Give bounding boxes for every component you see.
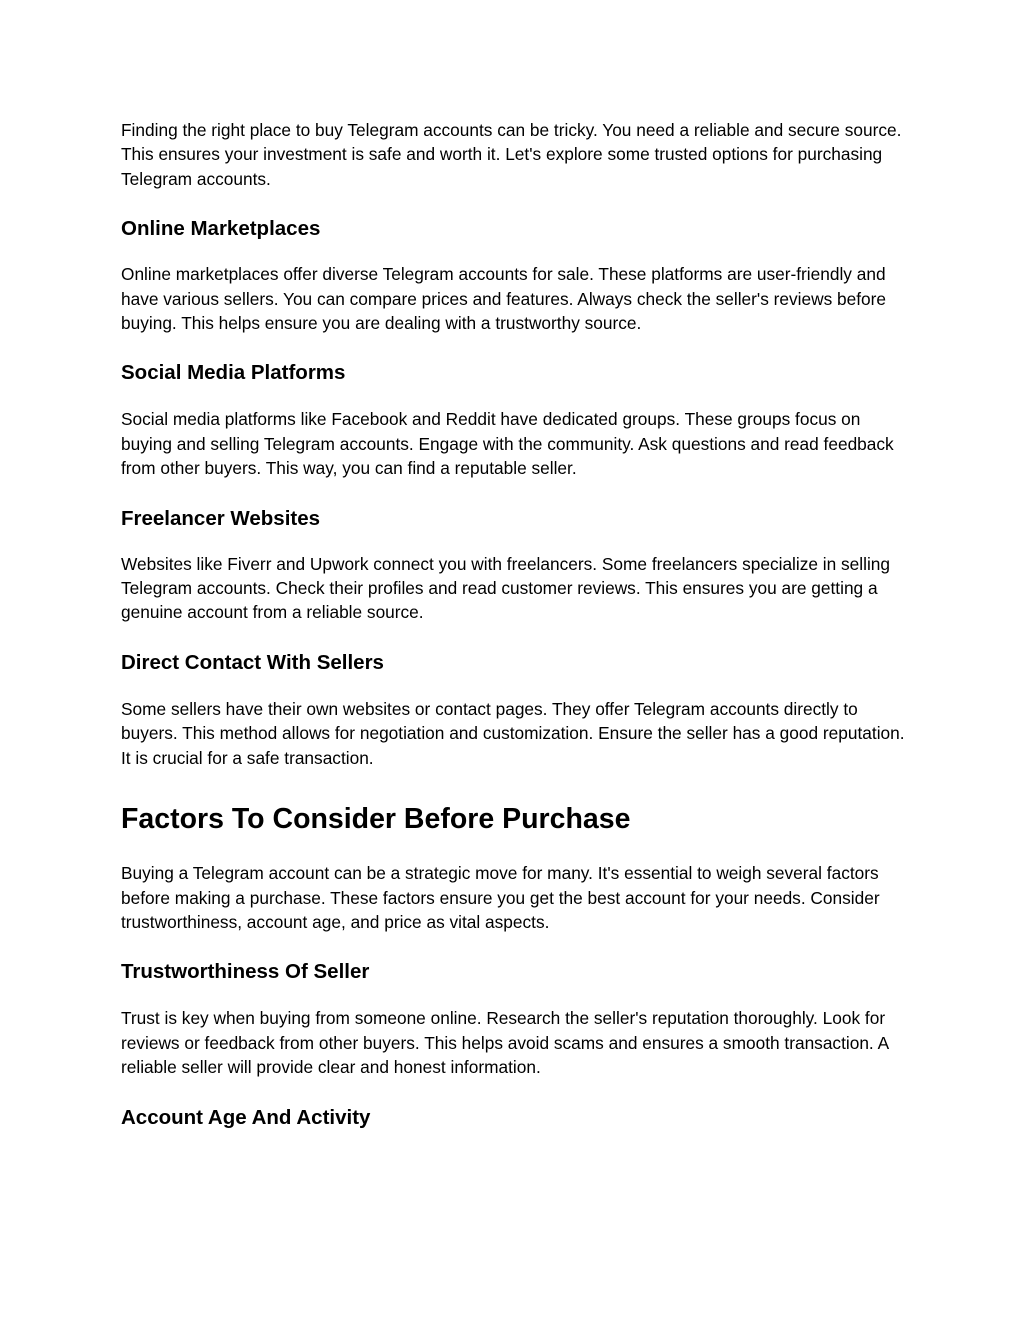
heading-trustworthiness-of-seller: Trustworthiness Of Seller xyxy=(121,960,370,984)
paragraph-freelancer-websites: Websites like Fiverr and Upwork connect you with freelancers. Some freelancers specialize in selling Telegram accounts. Check their profiles and read customer reviews. This ensures you are getting a genuine account from a reliable source. xyxy=(121,553,891,623)
heading-social-media-platforms: Social Media Platforms xyxy=(121,361,346,385)
heading-online-marketplaces: Online Marketplaces xyxy=(121,217,321,241)
heading-factors-to-consider: Factors To Consider Before Purchase xyxy=(121,803,631,836)
heading-account-age-and-activity: Account Age And Activity xyxy=(121,1105,371,1129)
heading-direct-contact-with-sellers: Direct Contact With Sellers xyxy=(121,650,384,674)
heading-freelancer-websites: Freelancer Websites xyxy=(121,506,321,530)
paragraph-social-media-platforms: Social media platforms like Facebook and Reddit have dedicated groups. These groups focus on buying and selling Telegram accounts. Engage with the community. Ask questions and read feedback from other buyers. This way, you can find a reputable seller. xyxy=(121,409,894,479)
paragraph-direct-contact-with-sellers: Some sellers have their own websites or contact pages. They offer Telegram accounts directly to buyers. This method allows for negotiation and customization. Ensure the seller has a good reputation. It is crucial for a safe transaction. xyxy=(121,698,905,768)
document-page xyxy=(121,118,911,1131)
paragraph-factors-to-consider: Buying a Telegram account can be a strategic move for many. It's essential to weigh several factors before making a purchase. These factors ensure you get the best account for your needs. Consider trustworthiness, account age, and price as vital aspects. xyxy=(121,863,880,932)
intro-paragraph: Finding the right place to buy Telegram accounts can be tricky. You need a reliable and secure source. This ensures your investment is safe and worth it. Let's explore some trusted options for purchasing Telegram accounts. xyxy=(121,120,902,189)
paragraph-online-marketplaces: Online marketplaces offer diverse Telegram accounts for sale. These platforms are user-friendly and have various sellers. You can compare prices and features. Always check the seller's reviews before buying. This helps ensure you are dealing with a trustworthy source. xyxy=(121,264,887,334)
paragraph-trustworthiness-of-seller: Trust is key when buying from someone online. Research the seller's reputation thoroughly. Look for reviews or feedback from other buyers. This helps avoid scams and ensures a smooth transaction. A reliable seller will provide clear and honest information. xyxy=(121,1008,889,1078)
